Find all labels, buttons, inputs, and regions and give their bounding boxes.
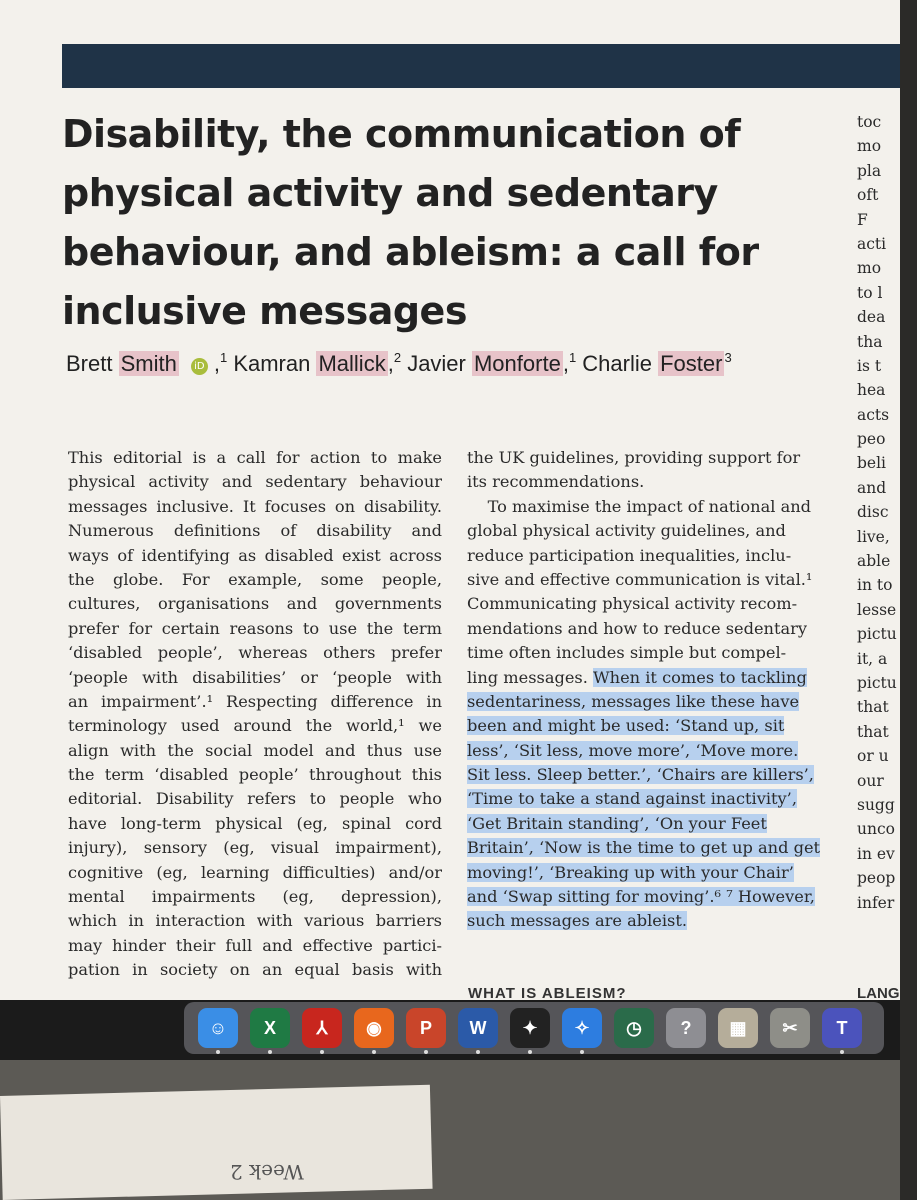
text-line: cognitive (eg, learning difficulties) and/or xyxy=(68,862,442,882)
text-fragment: able xyxy=(857,552,891,571)
text-fragment: peo xyxy=(857,430,886,449)
text-fragment: F xyxy=(857,210,868,229)
section-heading-partial: LANG xyxy=(857,985,900,1002)
affiliation-number: 3 xyxy=(724,350,732,365)
preview-icon[interactable]: ✂ xyxy=(770,1008,810,1048)
text-line: messages inclusive. It focuses on disability. xyxy=(68,496,442,516)
running-indicator xyxy=(424,1050,428,1054)
section-heading-ableism: WHAT IS ABLEISM? xyxy=(468,985,627,1002)
orcid-icon[interactable]: iD xyxy=(191,358,208,375)
text-fragment: live, xyxy=(857,527,890,546)
text-fragment: pictu xyxy=(857,625,897,644)
text-fragment: lesse xyxy=(857,600,897,619)
text-segment: time often includes simple but compel- xyxy=(467,643,787,663)
text-segment: reduce participation inequalities, inclu- xyxy=(467,545,792,565)
running-indicator xyxy=(580,1050,584,1054)
selected-text[interactable]: less’, ‘Sit less, move more’, ‘Move more. xyxy=(467,740,799,760)
journal-header-bar xyxy=(62,44,900,88)
text-segment: the UK guidelines, providing support for xyxy=(467,448,801,467)
text-line: injury), sensory (eg, visual impairment), xyxy=(68,838,442,858)
text-line xyxy=(467,470,837,494)
selected-text[interactable]: Sit less. Sleep better.’, ‘Chairs are killers’, xyxy=(467,765,814,785)
article-title: Disability, the communication of physical activity and sedentary behaviour, and ableism: a call for inclusive messages xyxy=(62,112,759,333)
text-fragment: pla xyxy=(857,161,882,180)
running-indicator xyxy=(476,1050,480,1054)
text-line: physical activity and sedentary behaviour xyxy=(68,472,442,492)
acrobat-icon[interactable]: ⅄ xyxy=(302,1008,342,1048)
text-line: which in interaction with various barriers xyxy=(68,911,442,931)
text-fragment: is t xyxy=(857,356,882,375)
author-last-name: Monforte xyxy=(473,351,561,376)
text-fragment: that xyxy=(857,722,889,741)
text-line: ‘disabled people’, whereas others prefer xyxy=(68,643,442,663)
text-fragment: in to xyxy=(857,576,893,595)
text-fragment: acts xyxy=(857,405,890,424)
text-line xyxy=(467,641,837,665)
author-name[interactable] xyxy=(582,351,731,376)
running-indicator xyxy=(320,1050,324,1054)
text-fragment: mo xyxy=(857,137,882,156)
text-line: have long-term physical (eg, spinal cord xyxy=(68,813,442,833)
time-machine-icon[interactable]: ◷ xyxy=(614,1008,654,1048)
text-line xyxy=(467,812,837,836)
text-fragment: pictu xyxy=(857,673,897,692)
text-fragment: tha xyxy=(857,332,883,351)
powerpoint-icon[interactable]: P xyxy=(406,1008,446,1048)
launchpad-icon[interactable]: ✦ xyxy=(510,1008,550,1048)
affiliation-number: 1 xyxy=(219,350,228,365)
author-first-name: Brett xyxy=(66,351,119,376)
text-line xyxy=(467,690,837,714)
text-fragment: in ev xyxy=(857,844,895,863)
body-column-3-partial xyxy=(857,110,917,915)
selected-text[interactable]: ‘Get Britain standing’, ‘On your Feet xyxy=(467,813,767,833)
paper-sheet xyxy=(0,1085,433,1200)
text-fragment: hea xyxy=(857,381,886,400)
author-list xyxy=(66,350,732,377)
text-segment: ling messages. xyxy=(467,667,594,687)
text-line xyxy=(467,544,837,568)
macos-dock xyxy=(184,1002,884,1054)
text-line: prefer for certain reasons to use the term xyxy=(68,618,442,638)
text-fragment: peop xyxy=(857,869,896,888)
text-fragment: oft xyxy=(857,186,879,205)
text-fragment: beli xyxy=(857,454,887,473)
text-line xyxy=(467,446,837,470)
text-line xyxy=(467,714,837,738)
text-fragment: our xyxy=(857,771,884,790)
running-indicator xyxy=(840,1050,844,1054)
text-segment: global physical activity guidelines, and xyxy=(467,521,786,541)
selected-text[interactable]: such messages are ableist. xyxy=(467,911,687,931)
author-first-name: Kamran xyxy=(233,351,317,376)
text-line xyxy=(467,617,837,641)
selected-text[interactable]: sedentariness, messages like these have xyxy=(467,691,800,711)
calculator-icon[interactable]: ▦ xyxy=(718,1008,758,1048)
text-line: Numerous definitions of disability and xyxy=(68,521,442,541)
selected-text[interactable]: and ‘Swap sitting for moving’.⁶ ⁷ However, xyxy=(467,887,815,907)
text-segment: its recommendations. xyxy=(467,472,645,492)
text-fragment: or u xyxy=(857,747,889,766)
text-fragment: dea xyxy=(857,308,886,327)
text-fragment: infer xyxy=(857,893,895,912)
running-indicator xyxy=(268,1050,272,1054)
text-line xyxy=(467,739,837,763)
text-line xyxy=(467,763,837,787)
text-line xyxy=(467,495,837,519)
text-line: ways of identifying as disabled exist across xyxy=(68,545,442,565)
text-fragment: unco xyxy=(857,820,895,839)
text-line: mental impairments (eg, depression), xyxy=(68,887,442,907)
author-last-name: Smith xyxy=(120,351,177,376)
text-line: pation in society on an equal basis with xyxy=(68,960,442,980)
text-fragment: toc xyxy=(857,113,882,131)
text-segment: To maximise the impact of national and xyxy=(467,496,812,516)
excel-icon[interactable]: X xyxy=(250,1008,290,1048)
body-column-1 xyxy=(68,446,442,983)
affiliation-number: 2 xyxy=(393,350,402,365)
text-line: ‘people with disabilities’ or ‘people with xyxy=(68,667,442,687)
text-line: may hinder their full and effective partici- xyxy=(68,935,442,955)
text-fragment: and xyxy=(857,478,887,497)
selected-text[interactable]: When it comes to tackling xyxy=(593,667,807,687)
text-line: the term ‘disabled people’ throughout this xyxy=(68,765,442,785)
safari-icon[interactable]: ✧ xyxy=(562,1008,602,1048)
text-fragment: mo xyxy=(857,259,882,278)
selected-text[interactable]: moving!’, ‘Breaking up with your Chair’ xyxy=(467,862,794,882)
text-line: the globe. For example, some people, xyxy=(68,569,442,589)
text-segment: Communicating physical activity recom- xyxy=(467,594,798,614)
text-line: cultures, organisations and governments xyxy=(68,594,442,614)
text-fragment: to l xyxy=(857,283,883,302)
author-name[interactable]: Kamran Mallick,$^2$ xyxy=(233,350,402,376)
text-line xyxy=(467,885,837,909)
finder-icon[interactable]: ☺ xyxy=(198,1008,238,1048)
text-fragment: disc xyxy=(857,503,889,522)
text-segment: sive and effective communication is vital.¹ xyxy=(467,569,813,589)
text-line xyxy=(467,861,837,885)
text-line: an impairment’.¹ Respecting difference in xyxy=(68,691,442,711)
selected-text[interactable]: been and might be used: ‘Stand up, sit xyxy=(467,716,785,736)
text-line: align with the social model and thus use xyxy=(68,740,442,760)
selected-text[interactable]: Britain’, ‘Now is the time to get up and get xyxy=(467,838,821,858)
text-line xyxy=(467,568,837,592)
text-line xyxy=(467,519,837,543)
firefox-icon[interactable]: ◉ xyxy=(354,1008,394,1048)
author-name[interactable]: Brett Smith iD ,$^1$ xyxy=(66,350,228,376)
text-line: This editorial is a call for action to make xyxy=(68,448,442,467)
word-icon[interactable]: W xyxy=(458,1008,498,1048)
author-last-name: Mallick xyxy=(318,351,386,376)
text-line: editorial. Disability refers to people who xyxy=(68,789,442,809)
selected-text[interactable]: ‘Time to take a stand against inactivity’, xyxy=(467,789,797,809)
text-line xyxy=(467,787,837,811)
author-first-name: Charlie xyxy=(582,351,659,376)
running-indicator xyxy=(372,1050,376,1054)
running-indicator xyxy=(216,1050,220,1054)
text-fragment: sugg xyxy=(857,795,895,814)
text-line xyxy=(467,666,837,690)
text-line: terminology used around the world,¹ we xyxy=(68,716,442,736)
affiliation-number: 1 xyxy=(568,350,577,365)
body-column-2[interactable] xyxy=(467,446,837,934)
text-line xyxy=(467,836,837,860)
text-segment: mendations and how to reduce sedentary xyxy=(467,618,808,638)
text-line xyxy=(467,909,837,933)
text-fragment: that xyxy=(857,698,889,717)
text-fragment: acti xyxy=(857,234,887,253)
author-last-name: Foster xyxy=(660,351,723,376)
help-icon[interactable]: ? xyxy=(666,1008,706,1048)
text-fragment: it, a xyxy=(857,649,888,668)
teams-icon[interactable]: T xyxy=(822,1008,862,1048)
author-first-name: Javier xyxy=(407,351,472,376)
handwritten-note: Week 2 xyxy=(230,1160,304,1184)
running-indicator xyxy=(528,1050,532,1054)
author-name[interactable]: Javier Monforte,$^1$ xyxy=(407,350,577,376)
text-line xyxy=(467,592,837,616)
